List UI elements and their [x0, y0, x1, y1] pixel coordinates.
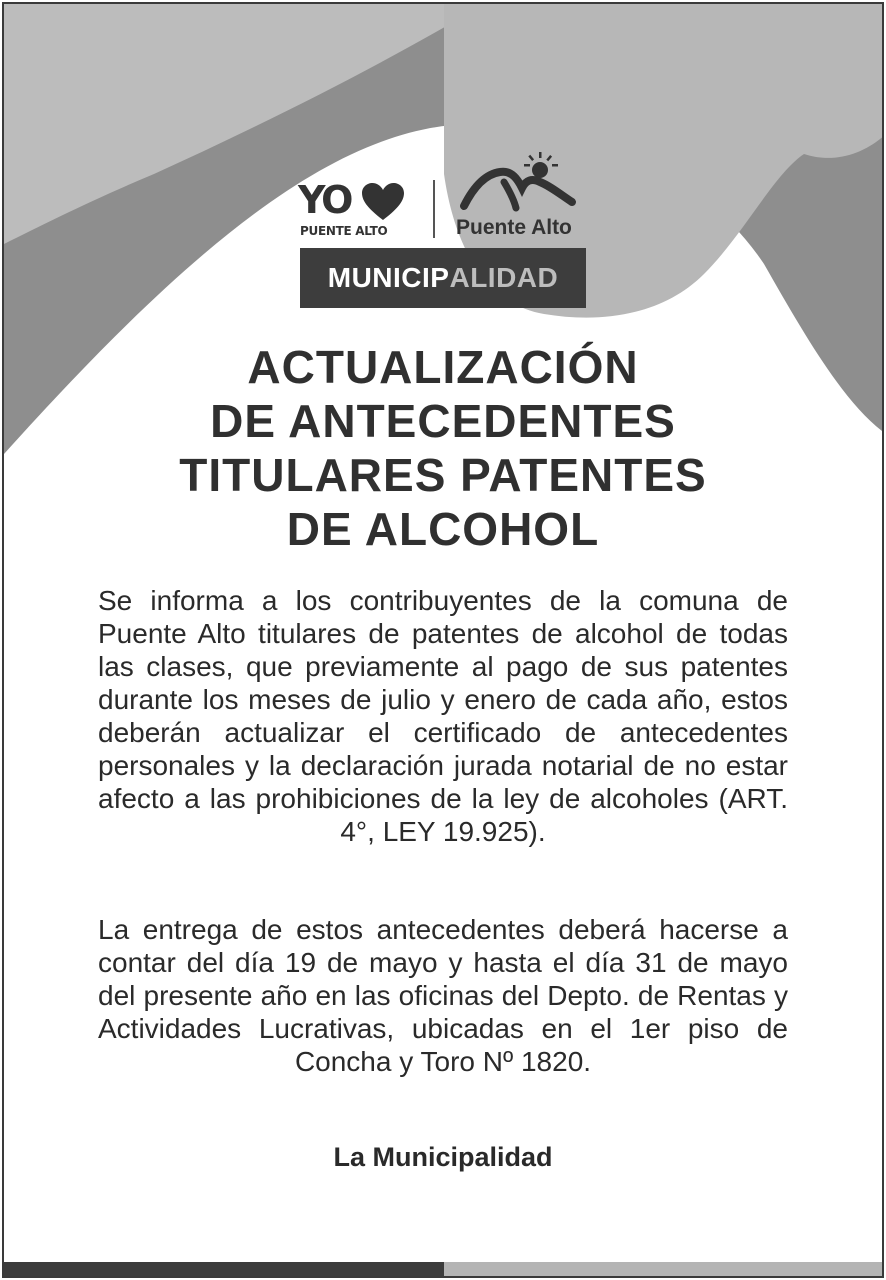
municipalidad-banner	[300, 248, 586, 308]
sun-mountain-icon	[460, 150, 580, 214]
bottom-bar-light	[444, 1262, 884, 1276]
notice-title	[60, 340, 826, 556]
title-line-3: TITULARES PATENTES	[179, 449, 707, 501]
title-line-1: ACTUALIZACIÓN	[247, 341, 639, 393]
yo-subtitle: PUENTE ALTO	[300, 224, 388, 238]
municipal-logo	[298, 150, 588, 310]
signature: La Municipalidad	[333, 1142, 553, 1172]
yo-love-puente-alto-logo	[298, 178, 410, 240]
bottom-bar-dark	[4, 1262, 444, 1276]
puente-alto-logo	[456, 150, 584, 242]
puente-alto-text: Puente Alto	[456, 216, 572, 239]
municipalidad-part1: MUNICIP	[327, 262, 450, 293]
yo-text: YO	[298, 178, 351, 222]
heart-icon	[360, 182, 406, 222]
notice-paragraph-2: La entrega de estos antecedentes deberá hacerse a contar del día 19 de mayo y hasta el día 31 de mayo del presente año en las oficinas del Depto. de Rentas y Actividades Lucrativas, ubicadas en el 1er piso de Concha y Toro Nº 1820.	[98, 914, 788, 1077]
title-line-2: DE ANTECEDENTES	[210, 395, 676, 447]
municipalidad-part2: ALIDAD	[449, 262, 559, 293]
notice-paragraph-1: Se informa a los contribuyentes de la comuna de Puente Alto titulares de patentes de alcohol de todas las clases, que previamente al pago de sus patentes durante los meses de julio y enero de cada año, estos deberán actualizar el certificado de antecedentes personales y la declaración jurada notarial de no estar afecto a las prohibiciones de la ley de alcoholes (ART. 4°, LEY 19.925).	[98, 585, 788, 847]
logo-divider	[433, 180, 435, 238]
title-line-4: DE ALCOHOL	[286, 503, 600, 555]
